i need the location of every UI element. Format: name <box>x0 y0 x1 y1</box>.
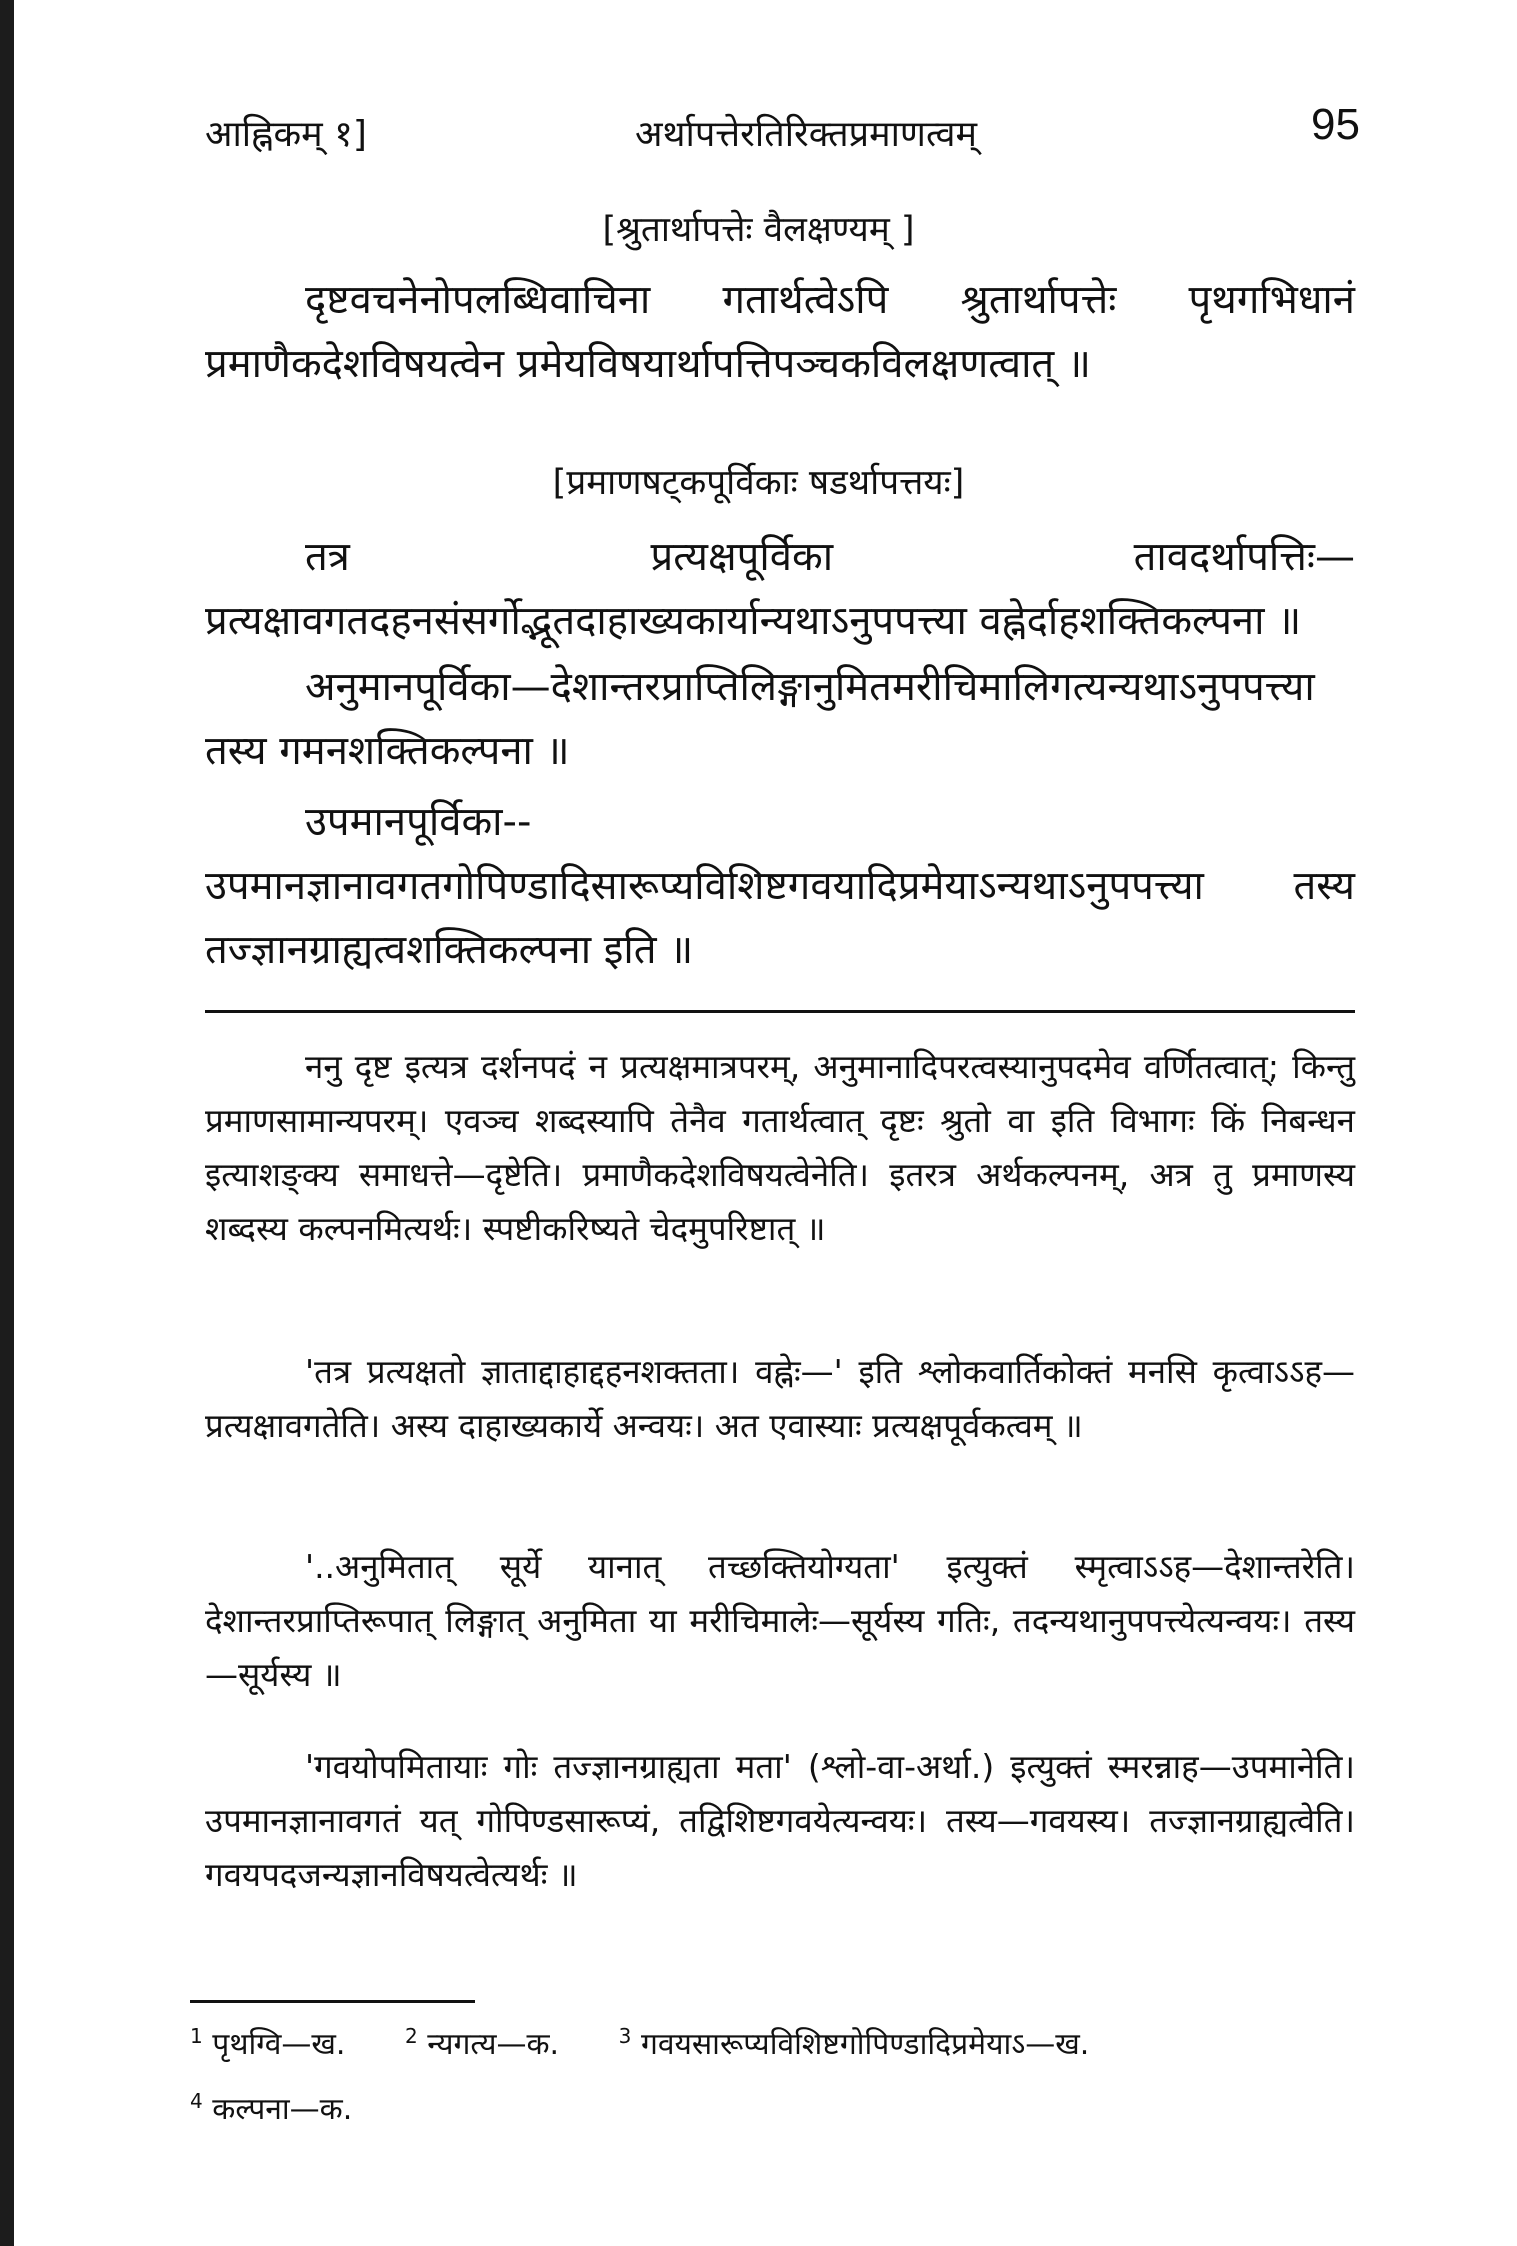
running-header <box>205 100 1360 160</box>
section-heading: [श्रुतार्थापत्तेः वैलक्षण्यम् ] <box>602 210 915 250</box>
page-binding-edge <box>0 0 14 2246</box>
footnote: $^4$ कल्पना—क. <box>190 2089 353 2127</box>
chapter-label: आह्निकम् १] <box>205 114 367 155</box>
main-paragraph: दृष्टवचनेनोपलब्धिवाचिना गतार्थत्वेऽपि श्रुतार्थापत्तेः पृथगभिधानं प्रमाणैकदेशविषयत्वेन प्रमेयविषयार्थापत्तिपञ्चकविलक्षणत्वात् ॥ <box>205 277 1355 387</box>
footnote-divider <box>190 2000 475 2003</box>
text-divider <box>205 1010 1355 1013</box>
footnote: $^1$ पृथग्वि—ख. <box>190 2024 346 2062</box>
commentary-paragraph: ननु दृष्ट इत्यत्र दर्शनपदं न प्रत्यक्षमात्रपरम्, अनुमानादिपरत्वस्यानुपदमेव वर्णितत्वात्; किन्तु प्रमाणसामान्यपरम्। एवञ्च शब्दस्यापि तेनैव गतार्थत्वात् दृष्टः श्रुतो वा इति विभागः किं निबन्धन इत्याशङ्क्य समाधत्ते—दृष्टेति। प्रमाणैकदेशविषयत्वेनेति। इतरत्र अर्थकल्पनम्, अत्र तु प्रमाणस्य शब्दस्य कल्पनमित्यर्थः। स्पष्टीकरिष्यते चेदमुपरिष्टात् ॥ <box>205 1047 1355 1248</box>
footnote: $^2$ न्यगत्य—क. <box>405 2024 560 2062</box>
page-number: 95 <box>1311 100 1360 149</box>
main-paragraph: अनुमानपूर्विका—देशान्तरप्राप्तिलिङ्गानुमितमरीचिमालिगत्यन्यथाऽनुपपत्त्या तस्य गमनशक्तिकल्पना ॥ <box>205 664 1315 774</box>
footnotes <box>190 2008 1360 2138</box>
commentary-paragraph: '..अनुमितात् सूर्ये यानात् तच्छक्तियोग्यता' इत्युक्तं स्मृत्वाऽऽह—देशान्तरेति। देशान्तरप्राप्तिरूपात् लिङ्गात् अनुमिता या मरीचिमालेः—सूर्यस्य गतिः, तदन्यथानुपपत्त्येत्यन्वयः। तस्य—सूर्यस्य ॥ <box>205 1547 1355 1694</box>
main-paragraph: तत्र प्रत्यक्षपूर्विका तावदर्थापत्तिः—प्रत्यक्षावगतदहनसंसर्गोद्भूतदाहाख्यकार्यान्यथाऽनुपपत्त्या वह्नेर्दाहशक्तिकल्पना ॥ <box>205 534 1355 644</box>
section-heading: [प्रमाणषट्कपूर्विकाः षडर्थापत्तयः] <box>552 463 965 503</box>
running-title: अर्थापत्तेरतिरिक्तप्रमाणत्वम् <box>635 114 978 155</box>
footnote: $^3$ गवयसारूप्यविशिष्टगोपिण्डादिप्रमेयाऽ—ख. <box>618 2024 1090 2062</box>
commentary-paragraph: 'गवयोपमितायाः गोः तज्ज्ञानग्राह्यता मता' (श्लो-वा-अर्था.) इत्युक्तं स्मरन्नाह—उपमानेति। उपमानज्ञानावगतं यत् गोपिण्डसारूप्यं, तद्विशिष्टगवयेत्यन्वयः। तस्य—गवयस्य। तज्ज्ञानग्राह्यत्वेति। गवयपदजन्यज्ञानविषयत्वेत्यर्थः ॥ <box>205 1747 1355 1894</box>
main-paragraph: उपमानपूर्विका--उपमानज्ञानावगतगोपिण्डादिसारूप्यविशिष्टगवयादिप्रमेयाऽन्यथाऽनुपपत्त्या तस्य तज्ज्ञानग्राह्यत्वशक्तिकल्पना इति ॥ <box>205 799 1355 973</box>
commentary-paragraph: 'तत्र प्रत्यक्षतो ज्ञाताद्दाहाद्दहनशक्तता। वह्नेः—' इति श्लोकवार्तिकोक्तं मनसि कृत्वाऽऽह—प्रत्यक्षावगतेति। अस्य दाहाख्यकार्ये अन्वयः। अत एवास्याः प्रत्यक्षपूर्वकत्वम् ॥ <box>205 1352 1355 1445</box>
